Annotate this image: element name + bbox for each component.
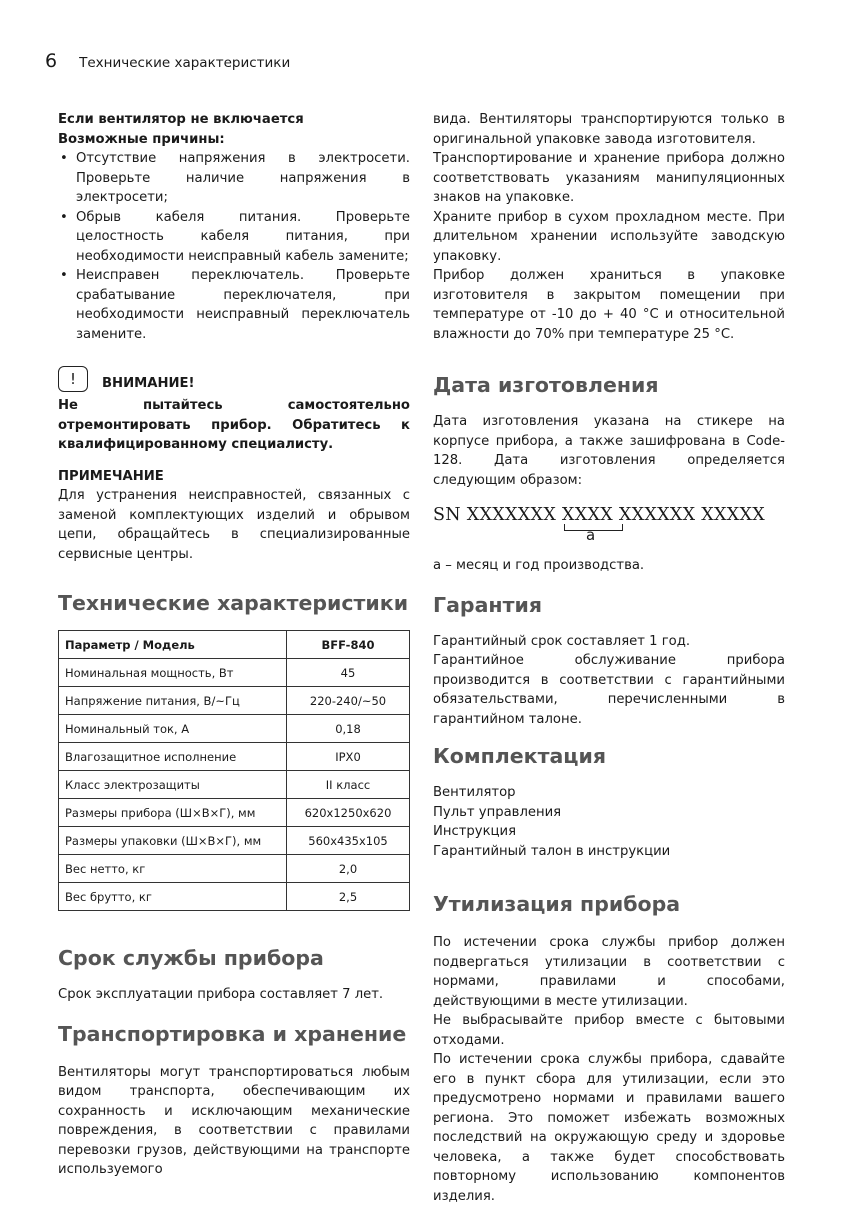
value-cell: 620x1250x620 — [287, 799, 410, 827]
table-row — [59, 715, 410, 743]
table-row — [59, 855, 410, 883]
disposal-text: По истечении срока службы прибор должен подвергаться утилизации в соответствии с нормами, правилами и способами, действующими в месте утилизации. — [433, 935, 785, 1009]
specs-heading: Технические характеристики — [58, 591, 409, 615]
note-text: Для устранения неисправностей, связанных с заменой комплектующих изделий и обрывом цепи, обращайтесь в специализированные сервисные центры. — [58, 488, 410, 562]
warranty-text: Гарантийное обслуживание прибора производится в соответствии с гарантийными обязательствами, перечисленными в гарантийном талоне. — [433, 653, 785, 727]
right-column — [433, 110, 785, 1206]
warning-text: Не пытайтесь самостоятельно отремонтировать прибор. Обратитесь к квалифицированному специалисту. — [58, 398, 410, 452]
manufacture-date-text: Дата изготовления указана на стикере на корпусе прибора, а также зашифрована в Code-128. Дата изготовления определяется следующим образом: — [433, 414, 785, 488]
warning-header — [58, 366, 410, 392]
cause-item: • Отсутствие напряжения в электросети. Проверьте наличие напряжения в электросети; — [58, 149, 410, 208]
serial-number-diagram — [433, 504, 785, 564]
transport-heading: Транспортировка и хранение — [58, 1021, 407, 1046]
specs-table — [58, 630, 410, 911]
service-life-text: Срок эксплуатации прибора составляет 7 лет. — [58, 987, 384, 1002]
manufacture-date-heading: Дата изготовления — [433, 373, 659, 397]
param-cell: Напряжение питания, В/~Гц — [59, 687, 287, 715]
param-cell: Класс электрозащиты — [59, 771, 287, 799]
transport-text-cont: Транспортирование и хранение прибора должно соответствовать указаниям манипуляционных знаков на упаковке. — [433, 151, 785, 205]
transport-text: Вентиляторы могут транспортироваться любым видом транспорта, обеспечивающим их сохранность и исключающим механические повреждения, в соответствии с правилами перевозки грузов, действующими на транспорте используемого — [58, 1064, 410, 1177]
param-cell: Номинальный ток, А — [59, 715, 287, 743]
exclamation-icon: ! — [58, 366, 88, 392]
param-cell: Номинальная мощность, Вт — [59, 659, 287, 687]
cause-item: • Обрыв кабеля питания. Проверьте целостность кабеля питания, при необходимости неисправный кабель замените; — [58, 208, 410, 267]
table-row — [59, 659, 410, 687]
kit-list — [433, 783, 785, 861]
column-header-model: BFF-840 — [287, 631, 410, 659]
service-life-heading: Срок службы прибора — [58, 946, 324, 970]
transport-text-cont: Прибор должен храниться в упаковке изготовителя в закрытом помещении при температуре от -10 до + 40 °С и относительной влажности до 70% при температуре 25 °С. — [433, 268, 785, 342]
value-cell: 220-240/~50 — [287, 687, 410, 715]
page-number: 6 — [45, 50, 58, 72]
cause-item: • Неисправен переключатель. Проверьте срабатывание переключателя, при необходимости неисправный переключатель замените. — [58, 266, 410, 344]
table-row — [59, 771, 410, 799]
table-row — [59, 743, 410, 771]
serial-number-marker: a — [586, 526, 596, 544]
warranty-text: Гарантийный срок составляет 1 год. — [433, 633, 691, 649]
page-header — [45, 50, 290, 74]
table-row — [59, 883, 410, 911]
table-row — [59, 687, 410, 715]
param-cell: Вес брутто, кг — [59, 883, 287, 911]
value-cell: 2,0 — [287, 855, 410, 883]
note-title: ПРИМЕЧАНИЕ — [58, 468, 164, 484]
transport-text-cont: Храните прибор в сухом прохладном месте. При длительном хранении используйте заводскую упаковку. — [433, 209, 785, 264]
serial-number-code: SN XXXXXXX XXXX XXXXXX XXXXX — [433, 505, 766, 525]
value-cell: 45 — [287, 659, 410, 687]
causes-title: Возможные причины: — [58, 131, 225, 147]
disposal-text: Не выбрасывайте прибор вместе с бытовыми отходами. — [433, 1013, 785, 1048]
transport-text-cont: вида. Вентиляторы транспортируются только в оригинальной упаковке завода изготовителя. — [433, 112, 785, 147]
value-cell: 2,5 — [287, 883, 410, 911]
param-cell: Размеры прибора (Ш×В×Г), мм — [59, 799, 287, 827]
table-row — [59, 827, 410, 855]
table-row — [59, 799, 410, 827]
value-cell: IPX0 — [287, 743, 410, 771]
disposal-text: По истечении срока службы прибора, сдавайте его в пункт сбора для утилизации, если это предусмотрено нормами и правилами вашего региона. Это поможет избежать возможных последствий на окружающую среду и здоровье человека, а также будет способствовать повторному использованию компонентов изделия. — [433, 1052, 785, 1204]
list-item: Пульт управления — [433, 804, 562, 820]
warning-label: ВНИМАНИЕ! — [102, 376, 195, 391]
troubleshoot-title: Если вентилятор не включается — [58, 112, 304, 127]
list-item: Инструкция — [433, 824, 517, 839]
value-cell: 560x435x105 — [287, 827, 410, 855]
value-cell: II класс — [287, 771, 410, 799]
kit-heading: Комплектация — [433, 744, 607, 768]
serial-number-legend: а – месяц и год производства. — [433, 558, 645, 573]
list-item: Гарантийный талон в инструкции — [433, 843, 671, 859]
disposal-heading: Утилизация прибора — [433, 892, 681, 916]
list-item: Вентилятор — [433, 785, 516, 800]
causes-list — [58, 149, 410, 344]
warranty-heading: Гарантия — [433, 592, 542, 617]
value-cell: 0,18 — [287, 715, 410, 743]
param-cell: Размеры упаковки (Ш×В×Г), мм — [59, 827, 287, 855]
param-cell: Влагозащитное исполнение — [59, 743, 287, 771]
table-header-row — [59, 631, 410, 659]
param-cell: Вес нетто, кг — [59, 855, 287, 883]
left-column — [58, 110, 410, 1180]
column-header-param: Параметр / Модель — [59, 631, 287, 659]
running-title: Технические характеристики — [79, 55, 291, 71]
